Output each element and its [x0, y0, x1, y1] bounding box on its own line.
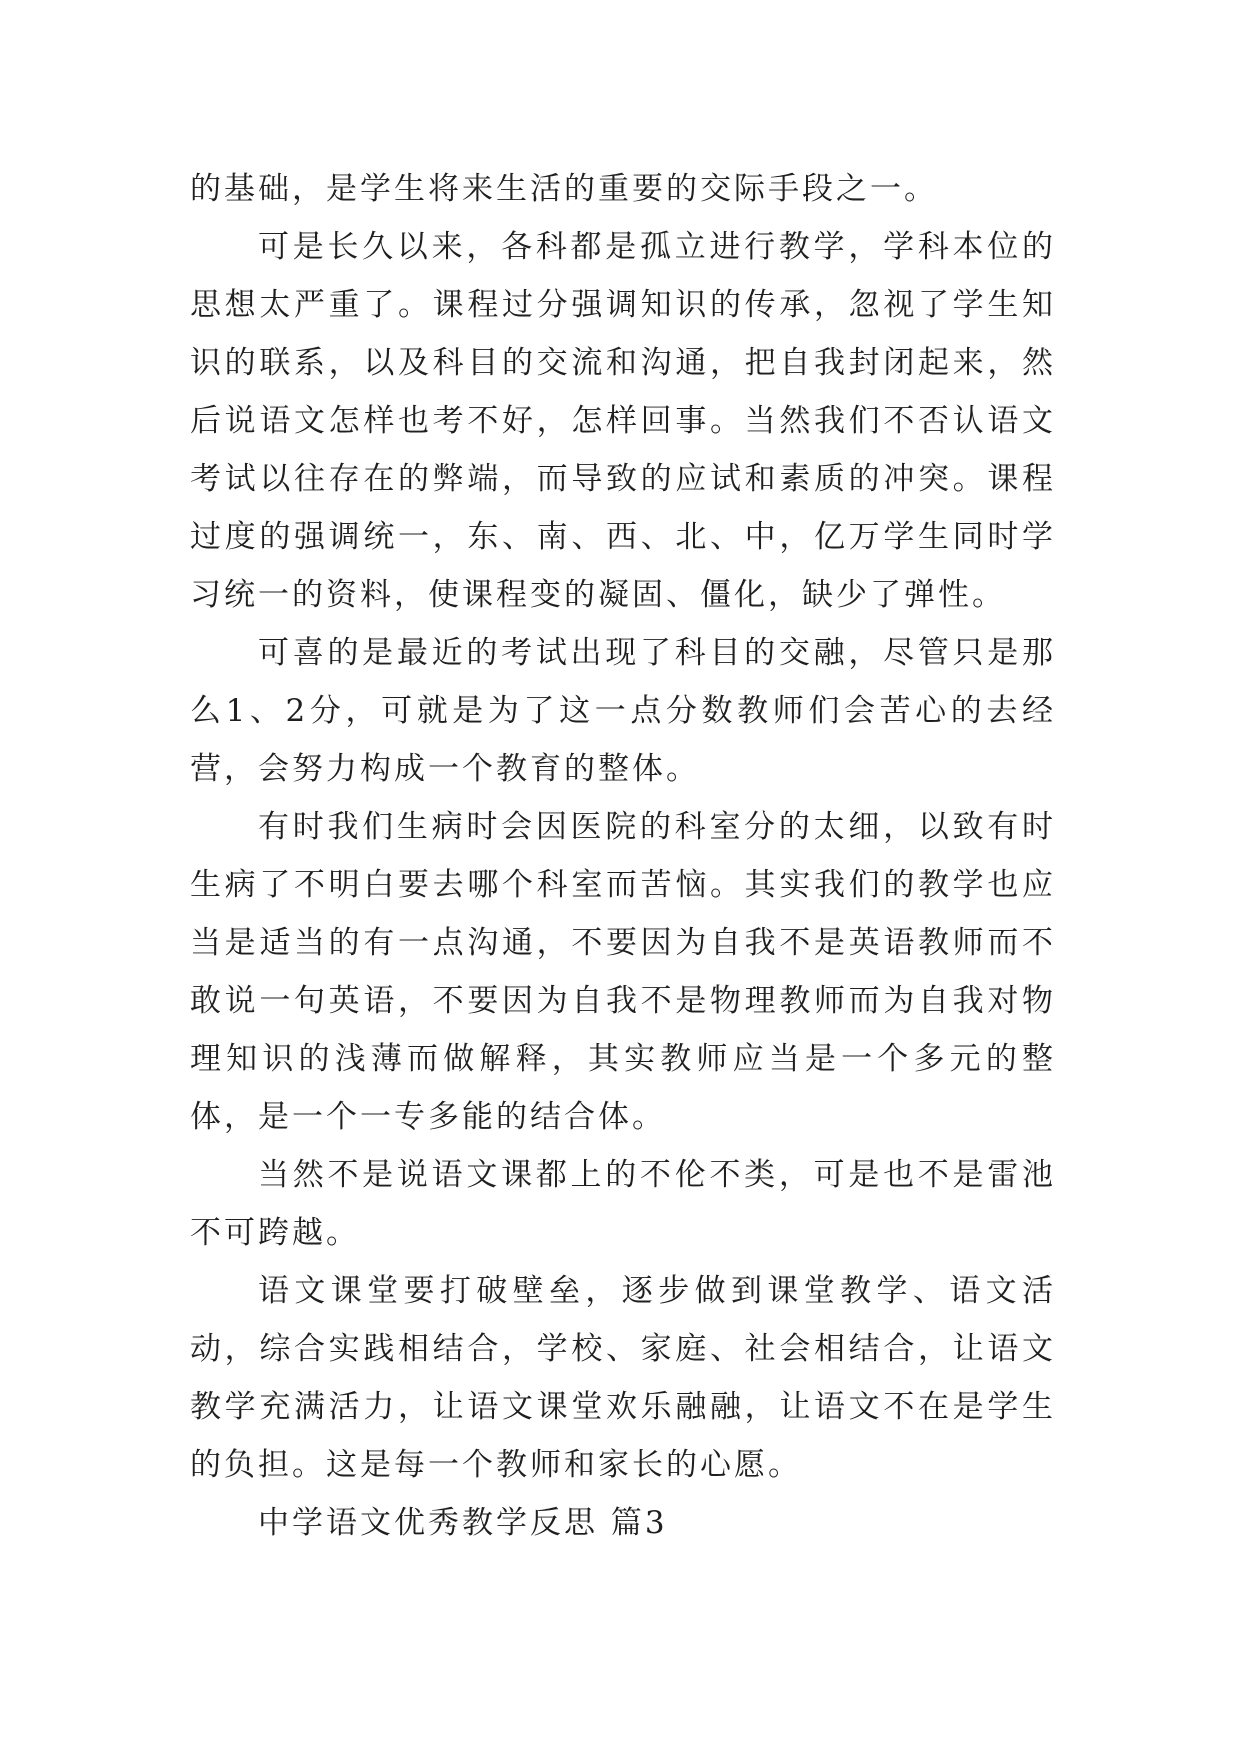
paragraph: 当然不是说语文课都上的不伦不类，可是也不是雷池不可跨越。 [190, 1157, 1056, 1251]
paragraph: 有时我们生病时会因医院的科室分的太细，以致有时生病了不明白要去哪个科室而苦恼。其实我们的教学也应当是适当的有一点沟通，不要因为自我不是英语教师而不敢说一句英语，不要因为自我不是物理教师而为自我对物理知识的浅薄而做解释，其实教师应当是一个多元的整体，是一个一专多能的结合体。 [190, 809, 1056, 1135]
paragraph-continuation: 的基础，是学生将来生活的重要的交际手段之一。 [190, 171, 938, 207]
document-body [190, 160, 1056, 1552]
paragraph: 语文课堂要打破壁垒，逐步做到课堂教学、语文活动，综合实践相结合，学校、家庭、社会相结合，让语文教学充满活力，让语文课堂欢乐融融，让语文不在是学生的负担。这是每一个教师和家长的心愿。 [190, 1273, 1056, 1483]
paragraph: 可喜的是最近的考试出现了科目的交融，尽管只是那么1、2分，可就是为了这一点分数教师们会苦心的去经营，会努力构成一个教育的整体。 [190, 635, 1056, 787]
paragraph: 可是长久以来，各科都是孤立进行教学，学科本位的思想太严重了。课程过分强调知识的传承，忽视了学生知识的联系，以及科目的交流和沟通，把自我封闭起来，然后说语文怎样也考不好，怎样回事。当然我们不否认语文考试以往存在的弊端，而导致的应试和素质的冲突。课程过度的强调统一，东、南、西、北、中，亿万学生同时学习统一的资料，使课程变的凝固、僵化，缺少了弹性。 [190, 229, 1056, 613]
section-heading: 中学语文优秀教学反思 篇3 [258, 1505, 668, 1541]
